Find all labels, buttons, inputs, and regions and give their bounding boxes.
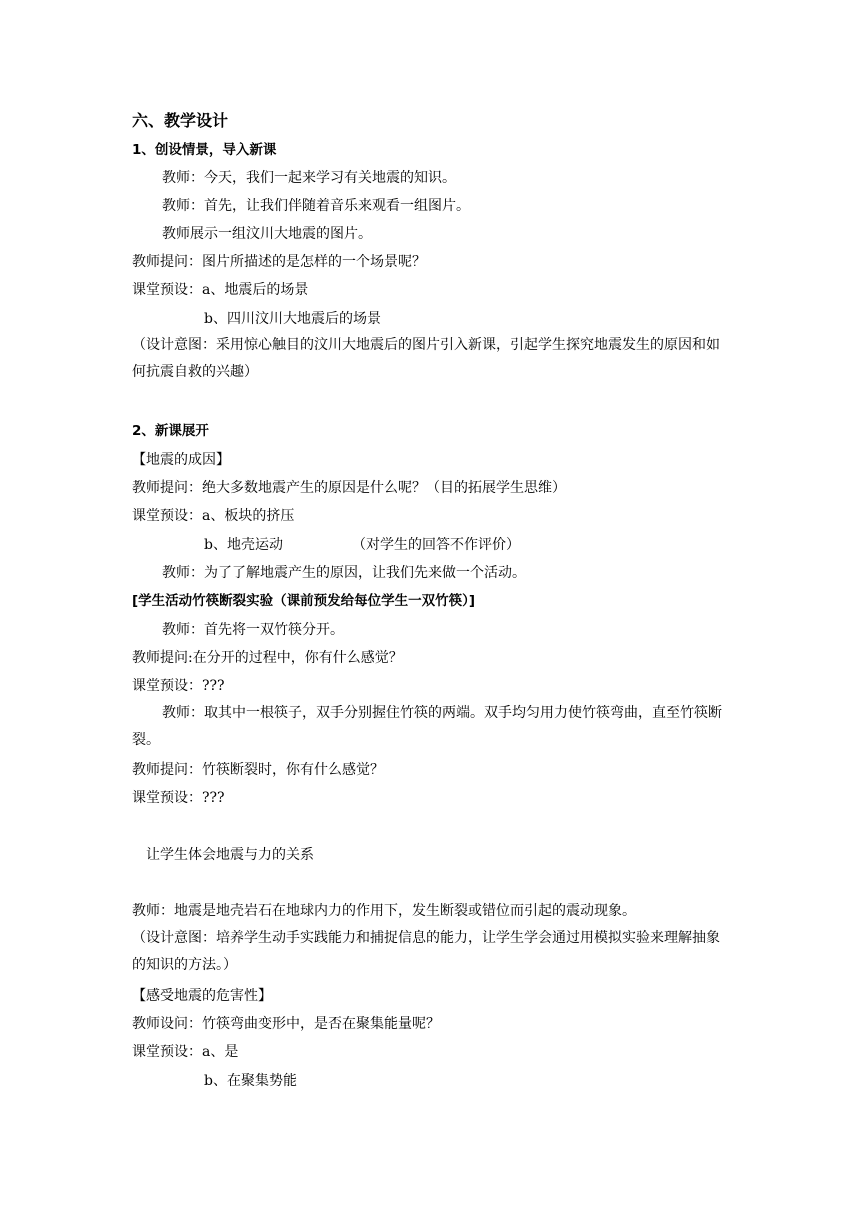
subheading-activity: [学生活动竹筷断裂实验（课前预发给每位学生一双竹筷）]: [132, 593, 476, 609]
paragraph-line: 课堂预设：a、板块的挤压: [132, 508, 295, 524]
section2-title: 2、新课展开: [132, 423, 209, 439]
relation-note: 让学生体会地震与力的关系: [146, 847, 314, 863]
paragraph-line: 教师提问：绝大多数地震产生的原因是什么呢？（目的拓展学生思维）: [132, 480, 566, 496]
paragraph-line: 课堂预设：???: [132, 790, 225, 806]
paragraph-line: 教师：今天，我们一起来学习有关地震的知识。: [162, 170, 456, 186]
subheading-cause: 【地震的成因】: [132, 452, 230, 468]
document-heading: 六、教学设计: [132, 111, 229, 130]
paragraph-line: 教师：为了了解地震产生的原因，让我们先来做一个活动。: [162, 565, 526, 581]
paragraph-line: 教师提问：竹筷断裂时，你有什么感觉？: [132, 762, 384, 778]
paragraph-line: 课堂预设：a、是: [132, 1044, 239, 1060]
paragraph-line: b、四川汶川大地震后的场景: [204, 311, 381, 327]
paragraph-line: 教师提问：图片所描述的是怎样的一个场景呢？: [132, 254, 426, 270]
design-intent-note: （设计意图：培养学生动手实践能力和捕捉信息的能力，让学生学会通过用模拟实验来理解抽象的知识的方法。）: [132, 930, 720, 973]
section1-title: 1、创设情景，导入新课: [132, 142, 277, 158]
design-intent-note: （设计意图：采用惊心触目的汶川大地震后的图片引入新课，引起学生探究地震发生的原因和如何抗震自救的兴趣）: [132, 337, 720, 380]
paragraph-line: b、在聚集势能: [204, 1073, 297, 1089]
paragraph-line: 教师：首先，让我们伴随着音乐来观看一组图片。: [162, 198, 470, 214]
paragraph-line: 教师提问:在分开的过程中，你有什么感觉？: [132, 650, 403, 666]
paragraph-line: 教师展示一组汶川大地震的图片。: [162, 226, 372, 242]
paragraph-line: 教师：取其中一根筷子，双手分别握住竹筷的两端。双手均匀用力使竹筷弯曲，直至竹筷断裂。: [132, 705, 722, 748]
paragraph-line: 教师设问：竹筷弯曲变形中，是否在聚集能量呢？: [132, 1016, 440, 1032]
paragraph-line: 课堂预设：???: [132, 678, 225, 694]
subheading-harm: 【感受地震的危害性】: [132, 988, 272, 1004]
paragraph-line: b、地壳运动: [204, 537, 283, 553]
paragraph-line: （对学生的回答不作评价）: [352, 537, 520, 553]
definition-line: 教师：地震是地壳岩石在地球内力的作用下，发生断裂或错位而引起的震动现象。: [132, 903, 636, 919]
paragraph-line: 课堂预设：a、地震后的场景: [132, 282, 309, 298]
paragraph-line: 教师：首先将一双竹筷分开。: [162, 622, 344, 638]
